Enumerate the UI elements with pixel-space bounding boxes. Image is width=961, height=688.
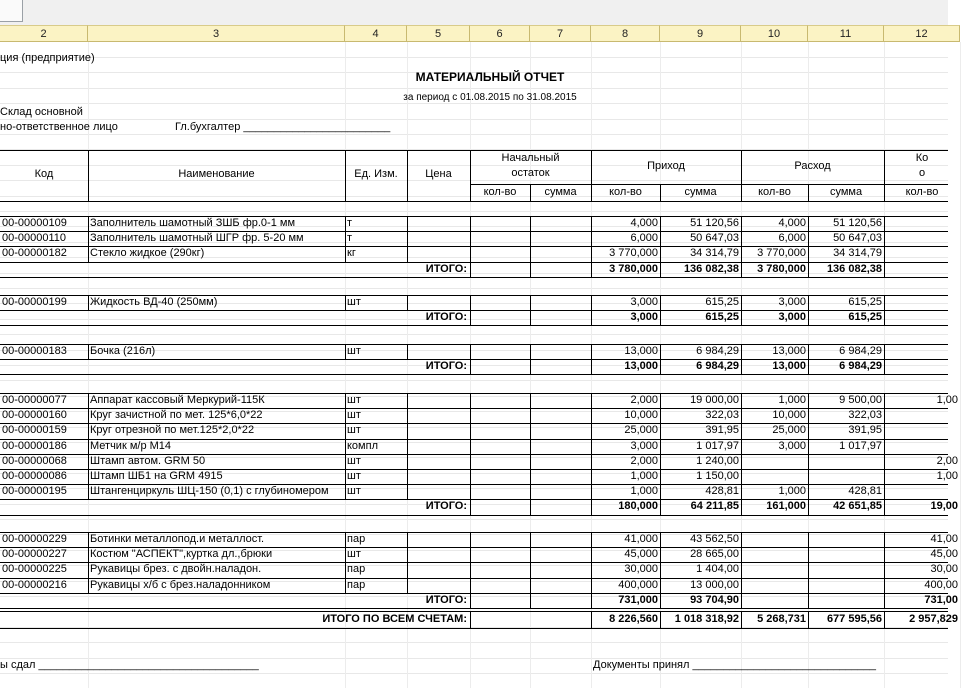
cell-income-qty: 3,000	[630, 296, 658, 308]
cell-income-sum: 28 665,00	[690, 548, 739, 561]
cell-code: 00-00000227	[2, 548, 67, 561]
cell-income-sum: 13 000,00	[690, 578, 739, 591]
grid-line	[0, 103, 948, 104]
table-header-bottom-border	[0, 201, 948, 202]
cell-income-qty: 41,000	[624, 533, 658, 545]
cell-code: 00-00000109	[2, 217, 67, 229]
cell-closing-qty: 1,00	[936, 394, 958, 406]
group-bottom-border	[0, 515, 948, 516]
cell-income-qty: 3,000	[630, 439, 658, 452]
cell-income-sum: 391,95	[705, 424, 739, 437]
cell-expense-qty: 10,000	[772, 409, 806, 422]
cell-income-qty: 2,000	[630, 394, 658, 406]
table-header-top-border	[0, 150, 948, 151]
cell-income-qty: 45,000	[624, 548, 658, 561]
cell-income-qty: 1,000	[630, 470, 658, 482]
cell-income-qty: 3 770,000	[609, 247, 658, 260]
cell-name: Метчик м/р М14	[90, 439, 172, 452]
cell-code: 00-00000182	[2, 247, 67, 260]
grid-line	[0, 57, 948, 58]
cell-income-qty: 2,000	[630, 454, 658, 467]
chief-accountant-label: Гл.бухгалтер ________________________	[175, 121, 391, 133]
column-header-3[interactable]: 3	[88, 25, 345, 42]
cell-code: 00-00000183	[2, 345, 67, 357]
group-bottom-border	[0, 608, 948, 609]
total-expense-sum: 615,25	[848, 311, 882, 324]
total-label: ИТОГО:	[425, 593, 467, 606]
cell-unit: шт	[347, 470, 361, 482]
grand-total-closing-qty: 2 957,829	[909, 613, 958, 625]
cell-unit: шт	[347, 548, 361, 561]
cell-closing-qty: 2,00	[936, 454, 958, 467]
cell-code: 00-00000086	[2, 470, 67, 482]
cell-divider	[591, 611, 592, 628]
cell-expense-qty: 6,000	[778, 232, 806, 245]
cell-income-sum: 428,81	[705, 485, 739, 498]
cell-expense-qty: 1,000	[778, 394, 806, 406]
total-expense-qty: 13,000	[772, 360, 806, 373]
total-income-sum: 136 082,38	[683, 262, 739, 275]
cell-name: Костюм "АСПЕКТ",куртка дл.,брюки	[90, 548, 273, 561]
cell-name: Ботинки металлопод.и металлост.	[90, 533, 265, 545]
column-header-9[interactable]: 9	[660, 25, 741, 42]
grid-line	[0, 180, 948, 181]
grid-line	[0, 119, 948, 120]
total-label: ИТОГО:	[425, 500, 467, 513]
cell-expense-sum: 50 647,03	[833, 232, 882, 245]
cell-unit: пар	[347, 533, 366, 545]
handed-over-signature: ы сдал ____________________________________	[0, 659, 259, 671]
cell-code: 00-00000199	[2, 296, 67, 308]
grand-total-income-sum: 1 018 318,92	[674, 613, 739, 625]
header-qty: кол-во	[609, 186, 642, 198]
header-unit: Ед. Изм.	[354, 168, 398, 180]
grid-line	[0, 88, 948, 89]
cell-expense-sum: 615,25	[848, 296, 882, 308]
header-qty: кол-во	[483, 186, 517, 198]
cell-expense-sum: 391,95	[848, 424, 882, 437]
header-sum: сумма	[544, 186, 577, 198]
cell-code: 00-00000216	[2, 578, 67, 591]
column-header-10[interactable]: 10	[741, 25, 808, 42]
cell-divider	[808, 611, 809, 628]
total-expense-sum: 136 082,38	[826, 262, 882, 275]
cell-name: Бочка (216л)	[90, 345, 156, 357]
header-qty: кол-во	[758, 186, 791, 198]
cell-code: 00-00000077	[2, 394, 67, 406]
total-expense-sum: 42 651,85	[833, 500, 882, 513]
column-header-4[interactable]: 4	[345, 25, 407, 42]
cell-income-sum: 50 647,03	[690, 232, 739, 245]
table-header-subrow-border	[470, 184, 948, 185]
total-income-qty: 180,000	[618, 500, 658, 513]
cell-closing-qty: 41,00	[930, 533, 958, 545]
column-header-11[interactable]: 11	[808, 25, 884, 42]
cell-expense-sum: 322,03	[848, 409, 882, 422]
total-income-qty: 3 780,000	[609, 262, 658, 275]
cell-name: Стекло жидкое (290кг)	[90, 247, 205, 260]
total-closing-qty: 19,00	[930, 500, 958, 513]
cell-unit: шт	[347, 454, 361, 467]
cell-income-sum: 19 000,00	[690, 394, 739, 406]
cell-unit: т	[347, 232, 353, 245]
header-expense: Расход	[794, 160, 831, 172]
grand-total-expense-qty: 5 268,731	[757, 613, 806, 625]
cell-income-sum: 322,03	[705, 409, 739, 422]
cell-expense-qty: 3,000	[778, 296, 806, 308]
cell-divider	[884, 611, 885, 628]
cell-name: Штамп автом. GRM 50	[90, 454, 206, 467]
cell-unit: шт	[347, 296, 361, 308]
cell-closing-qty: 400,00	[924, 578, 958, 591]
cell-income-sum: 1 240,00	[696, 454, 739, 467]
cell-divider	[470, 611, 471, 628]
cell-unit: шт	[347, 424, 361, 437]
cell-expense-sum: 9 500,00	[839, 394, 882, 406]
cell-income-sum: 34 314,79	[690, 247, 739, 260]
header-closing-balance: Ко	[915, 152, 929, 164]
cell-unit: шт	[347, 345, 361, 357]
cell-closing-qty: 45,00	[930, 548, 958, 561]
total-expense-sum: 6 984,29	[839, 360, 882, 373]
cell-income-sum: 615,25	[705, 296, 739, 308]
grand-total-income-qty: 8 226,560	[609, 613, 658, 625]
cell-unit: компл	[347, 439, 378, 452]
organization-label: ция (предприятие)	[0, 52, 95, 64]
cell-income-qty: 30,000	[624, 563, 658, 576]
header-sum: сумма	[684, 186, 717, 198]
cell-income-sum: 1 404,00	[696, 563, 739, 576]
grid-line	[0, 519, 948, 520]
cell-closing-qty: 1,00	[936, 470, 958, 482]
cell-code: 00-00000110	[2, 232, 67, 245]
grid-line	[0, 288, 948, 289]
report-period: за период с 01.08.2015 по 31.08.2015	[403, 92, 577, 103]
column-header-2[interactable]: 2	[0, 25, 88, 42]
cell-expense-sum: 1 017,97	[839, 439, 882, 452]
cell-expense-sum: 428,81	[848, 485, 882, 498]
cell-name: Рукавицы х/б с брез.наладонником	[90, 578, 271, 591]
cell-income-qty: 10,000	[624, 409, 658, 422]
column-header-5[interactable]: 5	[407, 25, 470, 42]
header-income: Приход	[647, 160, 685, 172]
cell-name: Рукавицы брез. с двойн.наладон.	[90, 563, 262, 576]
cell-expense-qty: 3 770,000	[757, 247, 806, 260]
total-expense-qty: 3,000	[778, 311, 806, 324]
cell-income-qty: 4,000	[630, 217, 658, 229]
cell-income-qty: 400,000	[618, 578, 658, 591]
cell-income-sum: 43 562,50	[690, 533, 739, 545]
cell-name: Круг отрезной по мет.125*2,0*22	[90, 424, 255, 437]
cell-name: Круг зачистной по мет. 125*6,0*22	[90, 409, 263, 422]
total-expense-qty: 161,000	[766, 500, 806, 513]
cell-name: Штангенциркуль ШЦ-150 (0,1) с глубиномером	[90, 485, 329, 498]
header-opening-balance: остаток	[511, 167, 550, 179]
header-qty: кол-во	[905, 186, 939, 198]
cell-divider	[741, 611, 742, 628]
header-closing-balance: о	[918, 167, 926, 179]
grid-line	[0, 380, 948, 381]
cell-name: Жидкость ВД-40 (250мм)	[90, 296, 218, 308]
grand-total-label: ИТОГО ПО ВСЕМ СЧЕТАМ:	[322, 613, 467, 625]
header-code: Код	[34, 168, 54, 180]
total-row[interactable]	[0, 593, 948, 608]
cell-expense-sum: 34 314,79	[833, 247, 882, 260]
cell-expense-sum: 6 984,29	[839, 345, 882, 357]
total-income-qty: 3,000	[630, 311, 658, 324]
total-income-qty: 13,000	[624, 360, 658, 373]
warehouse-label: Склад основной	[0, 106, 83, 118]
cell-closing-qty: 30,00	[930, 563, 958, 576]
cell-unit: пар	[347, 578, 366, 591]
cell-code: 00-00000068	[2, 454, 67, 467]
cell-unit: шт	[347, 394, 361, 406]
cell-code: 00-00000186	[2, 439, 67, 452]
header-opening-balance: Начальный	[501, 152, 560, 164]
cell-unit: т	[347, 217, 353, 229]
cell-income-sum: 6 984,29	[696, 345, 739, 357]
cell-income-qty: 25,000	[624, 424, 658, 437]
cell-code: 00-00000229	[2, 533, 67, 545]
header-name: Наименование	[178, 168, 255, 180]
grand-total-bottom-border	[0, 628, 948, 629]
cell-expense-qty: 25,000	[772, 424, 806, 437]
cell-income-sum: 1 017,97	[696, 439, 739, 452]
total-income-sum: 6 984,29	[696, 360, 739, 373]
received-signature: Документы принял ______________________________	[593, 659, 877, 671]
column-header-7[interactable]: 7	[530, 25, 591, 42]
total-income-qty: 731,000	[618, 593, 658, 606]
cell-income-sum: 1 150,00	[696, 470, 739, 482]
total-label: ИТОГО:	[425, 311, 467, 324]
column-header-12[interactable]: 12	[884, 25, 960, 42]
cell-expense-qty: 3,000	[778, 439, 806, 452]
cell-unit: шт	[347, 409, 361, 422]
cell-name: Аппарат кассовый Меркурий-115К	[90, 394, 265, 406]
total-label: ИТОГО:	[425, 262, 467, 275]
cell-code: 00-00000160	[2, 409, 67, 422]
cell-name: Штамп ШБ1 на GRM 4915	[90, 470, 223, 482]
cell-expense-qty: 1,000	[778, 485, 806, 498]
cell-divider	[660, 611, 661, 628]
cell-income-qty: 1,000	[630, 485, 658, 498]
cell-unit: шт	[347, 485, 361, 498]
grid-line	[0, 334, 948, 335]
cell-income-qty: 6,000	[630, 232, 658, 245]
header-price: Цена	[425, 168, 452, 180]
column-header-8[interactable]: 8	[591, 25, 660, 42]
header-sum: сумма	[829, 186, 863, 198]
cell-expense-sum: 51 120,56	[833, 217, 882, 229]
cell-name: Заполнитель шамотный ШГР фр. 5-20 мм	[90, 232, 304, 245]
report-title: МАТЕРИАЛЬНЫЙ ОТЧЕТ	[415, 70, 565, 84]
column-header-6[interactable]: 6	[470, 25, 530, 42]
cell-income-qty: 13,000	[624, 345, 658, 357]
grid-line	[0, 642, 948, 643]
grand-total-expense-sum: 677 595,56	[826, 613, 882, 625]
group-bottom-border	[0, 277, 948, 278]
cell-income-sum: 51 120,56	[690, 217, 739, 229]
total-closing-qty: 731,00	[924, 593, 958, 606]
cell-unit: кг	[347, 247, 356, 260]
cell-code: 00-00000225	[2, 563, 67, 576]
cell-name: Заполнитель шамотный ЗШБ фр.0-1 мм	[90, 217, 296, 229]
cell-unit: пар	[347, 563, 366, 576]
total-income-sum: 64 211,85	[690, 500, 739, 513]
total-income-sum: 93 704,90	[690, 593, 739, 606]
cell-expense-qty: 13,000	[772, 345, 806, 357]
responsible-person-label: но-ответственное лицо	[0, 121, 118, 133]
grid-line	[0, 134, 948, 135]
sheet-tab-stub[interactable]	[0, 0, 23, 22]
total-expense-qty: 3 780,000	[757, 262, 806, 275]
cell-code: 00-00000195	[2, 485, 67, 498]
grid-line	[0, 673, 948, 674]
cell-code: 00-00000159	[2, 424, 67, 437]
total-label: ИТОГО:	[425, 360, 467, 373]
grand-total-top-border	[0, 611, 948, 612]
total-income-sum: 615,25	[705, 311, 739, 324]
cell-expense-qty: 4,000	[778, 217, 806, 229]
grid-line	[0, 211, 948, 212]
